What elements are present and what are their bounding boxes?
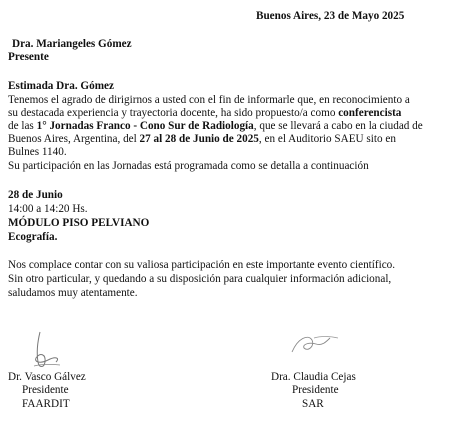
signature-left-name: Dr. Vasco Gálvez	[8, 371, 86, 383]
body-line-1: Tenemos el agrado de dirigirnos a usted con el fin de informarle que, en reconocimiento a	[8, 94, 410, 106]
schedule-topic: Ecografía.	[8, 231, 58, 243]
signature-left-image	[26, 328, 66, 372]
signature-right-image	[286, 330, 342, 358]
place-date: Buenos Aires, 23 de Mayo 2025	[256, 10, 405, 22]
signature-left-role: Presidente	[22, 384, 69, 396]
body-line-4: Buenos Aires, Argentina, del 27 al 28 de Junio de 2025, en el Auditorio SAEU sito en	[8, 133, 396, 145]
schedule-date: 28 de Junio	[8, 189, 63, 201]
closing-line-2: Sin otro particular, y quedando a su disposición para cualquier información adicional,	[8, 273, 392, 285]
event-dates: 27 al 28 de Junio de 2025	[139, 133, 259, 145]
body-line-5: Bulnes 1140.	[8, 146, 67, 158]
event-name: 1° Jornadas Franco - Cono Sur de Radiología	[36, 120, 254, 132]
closing-line-3: saludamos muy atentamente.	[8, 287, 138, 299]
greeting: Estimada Dra. Gómez	[8, 80, 114, 92]
body-line-6: Su participación en las Jornadas está programada como se detalla a continuación	[8, 160, 369, 172]
recipient-name: Dra. Mariangeles Gómez	[12, 38, 132, 50]
signature-right-role: Presidente	[292, 384, 339, 396]
signature-right-name: Dra. Claudia Cejas	[271, 371, 356, 383]
closing-line-1: Nos complace contar con su valiosa participación en este importante evento científico.	[8, 259, 396, 271]
signature-left-org: FAARDIT	[22, 398, 70, 410]
role-bold: conferencista	[338, 107, 402, 119]
schedule-time: 14:00 a 14:20 Hs.	[8, 203, 88, 215]
recipient-presente: Presente	[8, 51, 49, 63]
body-line-3: de las 1° Jornadas Franco - Cono Sur de Radiología, que se llevará a cabo en la ciudad de	[8, 120, 423, 132]
body-line-2: su destacada experiencia y trayectoria docente, ha sido propuesto/a como conferencista	[8, 107, 402, 119]
schedule-module: MÓDULO PISO PELVIANO	[8, 217, 150, 229]
signature-right-org: SAR	[302, 398, 324, 410]
